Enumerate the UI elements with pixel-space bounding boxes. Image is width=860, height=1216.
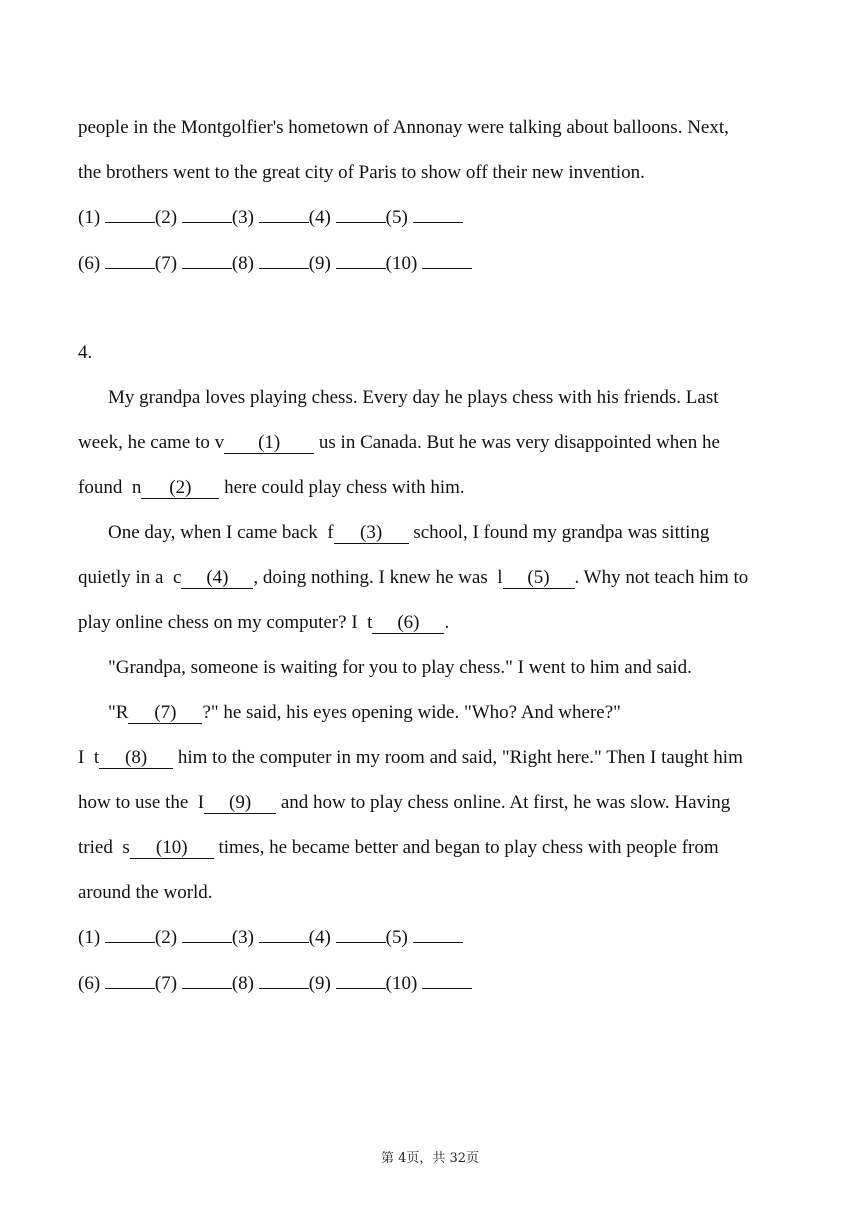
passage-line: "Grandpa, someone is waiting for you to play chess." I went to him and said. (108, 657, 692, 678)
passage-text: week, he came to v (78, 432, 225, 453)
passage-text: him to the computer in my room and said, "Right here." Then I taught him (173, 747, 743, 768)
answer-label: (7) (154, 253, 182, 274)
passage-text: school, I found my grandpa was sitting (408, 522, 710, 543)
cloze-blank[interactable]: (5) (503, 568, 575, 589)
answer-blank[interactable] (105, 222, 155, 223)
cloze-blank[interactable]: (7) (128, 703, 202, 724)
cloze-blank[interactable]: (9) (204, 793, 276, 814)
answer-label: (5) (385, 207, 413, 228)
answer-blank[interactable] (422, 988, 472, 989)
passage-text: tried s (78, 837, 130, 858)
answer-blank[interactable] (105, 988, 155, 989)
answer-label: (2) (154, 207, 182, 228)
answer-blank[interactable] (182, 988, 232, 989)
cloze-blank[interactable]: (6) (372, 613, 444, 634)
answer-label: (6) (78, 973, 105, 994)
passage-line: people in the Montgolfier's hometown of Annonay were talking about balloons. Next, (78, 117, 729, 138)
passage-text: . (444, 612, 450, 633)
passage-line (78, 566, 748, 590)
answer-blank[interactable] (413, 942, 463, 943)
answer-blank[interactable] (336, 268, 386, 269)
answer-blank[interactable] (336, 942, 386, 943)
cloze-blank[interactable]: (2) (141, 478, 219, 499)
passage-line: around the world. (78, 882, 213, 903)
cloze-blank[interactable]: (8) (99, 748, 173, 769)
answer-blank[interactable] (259, 942, 309, 943)
answer-label: (3) (231, 927, 259, 948)
answer-label: (5) (385, 927, 413, 948)
question-number: 4. (78, 342, 93, 363)
passage-line (108, 521, 709, 545)
answer-blank[interactable] (259, 988, 309, 989)
answer-blank[interactable] (182, 222, 232, 223)
answer-label: (9) (308, 973, 336, 994)
answer-label: (10) (385, 973, 423, 994)
cloze-blank[interactable]: (1) (224, 433, 314, 454)
answer-blank[interactable] (182, 268, 232, 269)
answer-blank[interactable] (413, 222, 463, 223)
answer-row (78, 206, 463, 230)
passage-text: found n (78, 477, 142, 498)
passage-text: times, he became better and began to play chess with people from (213, 837, 719, 858)
passage-text: and how to play chess online. At first, he was slow. Having (276, 792, 731, 813)
passage-text: ?" he said, his eyes opening wide. "Who? And where?" (202, 702, 621, 723)
passage-text: , doing nothing. I knew he was l (253, 567, 503, 588)
answer-row (78, 972, 472, 996)
cloze-blank[interactable]: (3) (334, 523, 409, 544)
answer-label: (4) (308, 207, 336, 228)
answer-blank[interactable] (259, 222, 309, 223)
answer-blank[interactable] (336, 988, 386, 989)
answer-label: (1) (78, 927, 105, 948)
answer-blank[interactable] (336, 222, 386, 223)
cloze-blank[interactable]: (4) (181, 568, 253, 589)
passage-line (78, 611, 449, 635)
answer-label: (2) (154, 927, 182, 948)
answer-label: (6) (78, 253, 105, 274)
answer-label: (8) (231, 253, 259, 274)
answer-row (78, 252, 472, 276)
passage-line: the brothers went to the great city of Paris to show off their new invention. (78, 162, 645, 183)
answer-label: (3) (231, 207, 259, 228)
answer-label: (8) (231, 973, 259, 994)
answer-blank[interactable] (422, 268, 472, 269)
passage-line (78, 746, 743, 770)
passage-text: how to use the I (78, 792, 205, 813)
passage-line (78, 476, 465, 500)
passage-line (108, 701, 621, 725)
answer-label: (7) (154, 973, 182, 994)
passage-line (78, 836, 719, 860)
passage-text: play online chess on my computer? I t (78, 612, 373, 633)
answer-label: (4) (308, 927, 336, 948)
cloze-blank[interactable]: (10) (130, 838, 214, 859)
answer-label: (10) (385, 253, 423, 274)
passage-text: One day, when I came back f (108, 522, 334, 543)
answer-row (78, 926, 463, 950)
page-footer: 第 4页，共 32页 (380, 1151, 480, 1166)
passage-text: us in Canada. But he was very disappointed when he (314, 432, 720, 453)
answer-blank[interactable] (259, 268, 309, 269)
answer-blank[interactable] (105, 268, 155, 269)
passage-line (78, 431, 720, 455)
passage-text: quietly in a c (78, 567, 182, 588)
passage-text: here could play chess with him. (219, 477, 465, 498)
answer-blank[interactable] (182, 942, 232, 943)
answer-blank[interactable] (105, 942, 155, 943)
passage-text: . Why not teach him to (574, 567, 749, 588)
passage-text: I t (78, 747, 100, 768)
answer-label: (1) (78, 207, 105, 228)
passage-text: "R (108, 702, 129, 723)
answer-label: (9) (308, 253, 336, 274)
passage-line: My grandpa loves playing chess. Every day he plays chess with his friends. Last (108, 387, 719, 408)
passage-line (78, 791, 730, 815)
